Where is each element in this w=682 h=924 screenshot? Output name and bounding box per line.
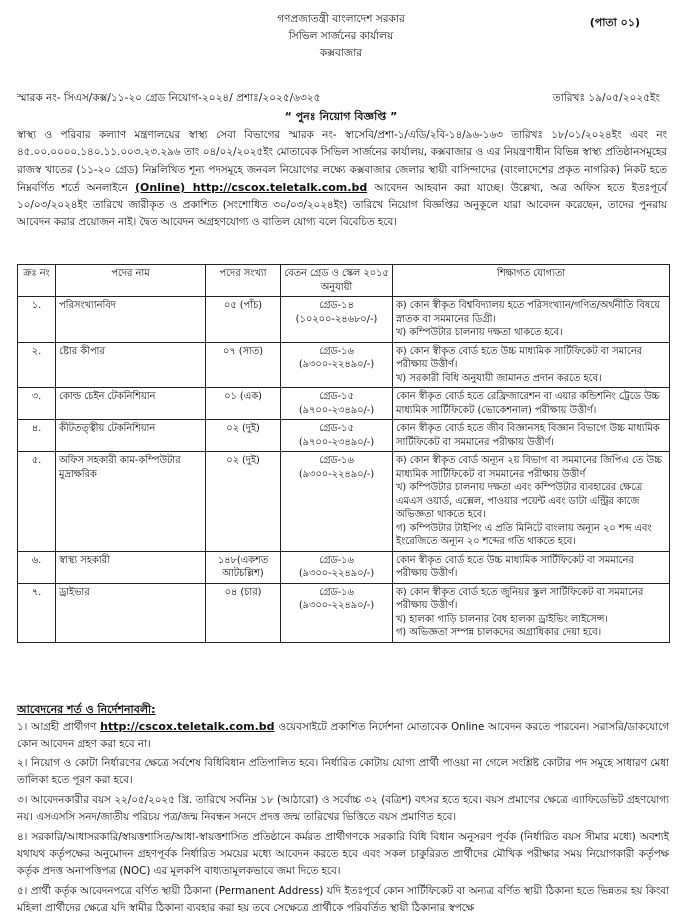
row-serial: ৭. [18, 583, 56, 642]
vacancy-table [17, 264, 670, 643]
row-post: ড্রাইভার [56, 583, 206, 642]
row-count: ১৪৮(একশত আটচল্লিশ) [206, 551, 281, 583]
grade-label: গ্রেড-১৬ [319, 455, 354, 466]
row-serial: ৩. [18, 388, 56, 420]
row-grade [281, 583, 393, 642]
qual-item: ক) কোন স্বীকৃত বোর্ড হতে উচ্চ মাধ্যমিক সার্টিফিকেট বা সমানের পরীক্ষায় উত্তীর্ণ। [396, 345, 643, 370]
condition-5: ৫। প্রার্থী কর্তৃক আবেদনপত্রে বর্ণিত স্থায়ী ঠিকানা (Permanent Address) যদি ইতঃপূর্বে কোন সার্টিফিকেট বা অন্যত্র বর্ণিত স্থায়ী ঠিকানা হতে ভিন্নতর হয় কিংবা মহিলা প্রার্থীদের ক্ষেত্রে যদি স্বামীর ঠিকানা ব্যবহার করা হয় তবে সেক্ষেত্রে প্রার্থীকে পরিবর্তিত স্থায়ী ঠিকানার স্বপক্ষে [17, 885, 669, 914]
qual-item: ক) কোন স্বীকৃত বিশ্ববিদ্যালয় হতে পরিসংখ্যান/গণিত/অর্থনীতি বিষয়ে স্নাতক বা সমমানের ডিগ্রী। [396, 300, 660, 325]
grade-label: গ্রেড-১৪ [319, 300, 354, 311]
row-serial: ১. [18, 297, 56, 343]
row-post: ষ্টোর কীপার [56, 342, 206, 388]
condition-3: ৩। আবেদনকারীর বয়স ২২/০৫/২০২৫ খ্রি. তারিখে সর্বনিম্ন ১৮ (আঠারো) ও সর্বোচ্চ ৩২ (বত্রিশ) বৎসর হতে হবে। বয়স প্রমাণের ক্ষেত্রে এ্যাফিডেভিট গ্রহণযোগ্য নয়। এসএসসি সনদ/জাতীয় পরিচয় পত্র/জন্ম নিবন্ধন সনদে প্রদত্ত জন্ম তারিখের ভিত্তিতে বয়স প্রমাণিত হবে। [17, 794, 669, 823]
page-number: (পাতা ০১) [589, 16, 640, 29]
apply-website-link[interactable]: http://cscox.teletalk.com.bd [100, 720, 275, 733]
condition-4: ৪। সরকারি/আধাসরকারি/স্বায়ত্তশাসিত/আধা-স্বায়ত্তশাসিত প্রতিষ্ঠানে কর্মরত প্রার্থীগণকে সরকারি বিধি বিধান অনুসরণ পূর্বক (নির্ধারিত বয়স সীমার মধ্যে) অবশ্যই যথাযথ কর্তৃপক্ষের অনুমোদন গ্রহণপূর্বক নির্ধারিত সময়ের মধ্যে আবেদন করতে হবে এবং সকল চাকুরিরত প্রার্থীদের মৌখিক পরীক্ষার সময় নিয়োগকারী কর্তৃপক্ষ কর্তৃক প্রদত্ত অনাপত্তিপত্র (NOC) এর মূলকপি বাধ্যতামূলকভাবে জমা দিতে হবে। [17, 831, 669, 877]
grade-label: গ্রেড-১৬ [319, 345, 354, 357]
intro-text-2: আবেদন আহবান করা যাচ্ছে। উল্লেখ্য, অত্র অফিস হতে ইতঃপূর্বে ১০/০৩/২০২৪ইং তারিখে জারীকৃত ও প্রকাশিত (সংশোধিত ৩০/০৩/২০২৪ইং) তারিখে নিয়োগ বিজ্ঞপ্তির অনুকূলে যারা আবেদন করেছেন, তাদের পুনরায় আবেদন করার প্রয়োজন নাই। দ্বৈত আবেদন অগ্রহণযোগ্য ও বাতিল যোগ্য বলে বিবেচিত হবে। [17, 181, 668, 229]
row-qualification [393, 342, 670, 388]
condition-1-suffix: ওয়েবসাইটে প্রকাশিত নির্দেশনা মোতাবেক Online আবেদন করতে পারবেন। সরাসরি/ডাকযোগে কোন আবেদন গ্রহণ করা হবে না। [17, 721, 669, 750]
qual-item: কোন স্বীকৃত বোর্ড হতে জীব বিজ্ঞানসহ বিজ্ঞান বিভাগে উচ্চ মাধ্যমিক সার্টিফিকেট বা সমমানের পরীক্ষায় উত্তীর্ণ। [396, 423, 660, 448]
row-post: কীটতত্ত্বীয় টেকনিশিয়ান [56, 420, 206, 452]
table-row [18, 297, 670, 343]
pay-scale: (৯৭০০-২৩৪৯০/-) [298, 404, 375, 416]
memo-date: তারিখঃ ১৯/০৫/২০২৫ইং [552, 92, 660, 104]
condition-1-prefix: ১। আগ্রহী প্রার্থীগণ [17, 721, 97, 733]
row-serial: ৬. [18, 551, 56, 583]
office-location: কক্সবাজার [319, 47, 363, 59]
conditions-title: আবেদনের শর্ত ও নির্দেশনাবলী: [17, 703, 156, 716]
office-name: সিভিল সার্জনের কার্যালয় [288, 30, 394, 42]
table-row [18, 551, 670, 583]
col-qualification: শিক্ষাগত যোগ্যতা [393, 265, 670, 297]
table-row [18, 342, 670, 388]
row-count: ০১ (এক) [206, 388, 281, 420]
row-qualification [393, 583, 670, 642]
grade-label: গ্রেড-১৫ [319, 391, 354, 402]
row-serial: ২. [18, 342, 56, 388]
condition-2: ২। নিয়োগ ও কোটা নির্ধারণের ক্ষেত্রে সর্বশেষ বিধিবিধান প্রতিপালিত হবে। নির্ধারিত কোটায় যোগ্য প্রার্থী পাওয়া না গেলে সংশ্লিষ্ট কোটার পদ সমূহে সাধারণ মেধা তালিকা হতে পূরণ করা হবে। [17, 757, 669, 786]
pay-scale: (৯৩০০-২২৪৯০/-) [298, 468, 375, 480]
table-row [18, 583, 670, 642]
row-post: পরিসংখ্যানবিদ [56, 297, 206, 343]
qual-item: গ) কম্পিউটার টাইপিং এ প্রতি মিনিটে বাংলায় অন্যূন ২০ শব্দ এবং ইংরেজিতে অন্যূন ২০ শব্দের গতি থাকতে হবে। [396, 522, 652, 547]
intro-paragraph [17, 127, 667, 232]
qual-item: খ) হালকা গাড়ি চালনার বৈধ হালকা ড্রাইভিং লাইসেন্স। [396, 613, 608, 625]
col-pay-grade: বেতন গ্রেড ও স্কেল ২০১৫ অনুযায়ী [281, 265, 393, 297]
row-grade [281, 551, 393, 583]
qual-item: ক) কোন স্বীকৃত বোর্ড হতে জুনিয়র স্কুল সার্টিফিকেট বা সমমানের পরীক্ষায় উত্তীর্ণ। [396, 586, 644, 611]
row-grade [281, 420, 393, 452]
pay-scale: (৯৩০০-২২৪৯০/-) [298, 568, 375, 579]
row-post: অফিস সহকারী কাম-কম্পিউটার মুদ্রাক্ষরিক [56, 452, 206, 552]
notice-title: “ পুনঃ নিয়োগ বিজ্ঞপ্তি ” [284, 110, 398, 123]
row-qualification [393, 420, 670, 452]
table-row [18, 452, 670, 552]
row-grade [281, 388, 393, 420]
grade-label: গ্রেড-১৫ [319, 423, 354, 434]
col-post-name: পদের নাম [56, 265, 206, 297]
qual-item: খ) সরকারী বিধি অনুযায়ী জামানত প্রদান করতে হবে। [396, 372, 602, 384]
row-grade [281, 342, 393, 388]
row-qualification [393, 452, 670, 552]
qual-item: গ) অভিজ্ঞতা সম্পন্ন চালকদের অগ্রাধিকার দেয়া হবে। [396, 627, 602, 638]
table-row [18, 388, 670, 420]
qual-item: খ) কম্পিউটার চালনায় দক্ষতা থাকতে হবে। [396, 327, 563, 338]
row-post: কোল্ড চেইন টেকনিশিয়ান [56, 388, 206, 420]
row-grade [281, 452, 393, 552]
pay-scale: (১০২০০-২৪৬৮০/-) [295, 313, 378, 325]
row-qualification [393, 388, 670, 420]
row-grade [281, 297, 393, 343]
col-serial: ক্রঃ নং [18, 265, 56, 297]
grade-label: গ্রেড-১৬ [319, 586, 354, 598]
table-header-row [18, 265, 670, 297]
qual-item: ক) কোন স্বীকৃত বোর্ড অন্যূন ২য় বিভাগ বা সমমানের জিপিএ তে উচ্চ মাধ্যমিক সার্টিফিকেট বা সমমানের পরীক্ষায় উত্তীর্ণ [396, 455, 662, 480]
row-serial: ৪. [18, 420, 56, 452]
row-count: ০৭ (সাত) [206, 342, 281, 388]
pay-scale: (৯৩০০-২২৪৯০/-) [298, 600, 375, 611]
memo-reference: স্মারক নং- সিএস/কক্স/১১-২০ গ্রেড নিয়োগ-২০২৪/ প্রশাঃ/২০২৫/৬৩২৫ [17, 92, 321, 104]
row-count: ০২ (দুই) [206, 452, 281, 552]
pay-scale: (৯৩০০-২২৪৯০/-) [298, 359, 375, 370]
row-count: ০৫ (পাঁচ) [206, 297, 281, 343]
row-serial: ৫. [18, 452, 56, 552]
online-link[interactable]: (Online) http://cscox.teletalk.com.bd [135, 180, 368, 194]
col-post-count: পদের সংখ্যা [206, 265, 281, 297]
pay-scale: (৯৭০০-২৩৪৯০/-) [298, 436, 375, 448]
qual-item: কোন স্বীকৃত বোর্ড হতে রেফ্রিজারেশন বা এয়ার কন্ডিশনিং ট্রেডে উচ্চ মাধ্যমিক সার্টিফিকেট (ভোকেশনাল) পরীক্ষায় উত্তীর্ণ। [396, 391, 660, 416]
qual-item: কোন স্বীকৃত বোর্ড হতে উচ্চ মাধ্যমিক সার্টিফিকেট বা সমমানের পরীক্ষায় উত্তীর্ণ। [396, 554, 634, 579]
row-count: ০৪ (চার) [206, 583, 281, 642]
row-post: স্বাস্থ্য সহকারী [56, 551, 206, 583]
table-row [18, 420, 670, 452]
qual-item: খ) কম্পিউটার চালনায় দক্ষতা এবং কম্পিউটার ব্যবহারের ক্ষেত্রে এমএস ওয়ার্ড, এক্সেল, পাওয়ার পয়েন্ট এবং ডাটা এন্ট্রির কাজে অভিজ্ঞতা থাকতে হবে। [396, 482, 643, 520]
row-qualification [393, 551, 670, 583]
row-qualification [393, 297, 670, 343]
condition-1 [17, 718, 669, 753]
govt-title: গণপ্রজাতন্ত্রী বাংলাদেশ সরকার [277, 13, 405, 25]
grade-label: গ্রেড-১৬ [319, 554, 354, 566]
intro-text-1: স্বাস্থ্য ও পরিবার কল্যাণ মন্ত্রণালয়ের স্বাস্থ্য সেবা বিভাগের স্মারক নং- স্বাসেবি/প্রশা-১/এডি/২বি-১৪/৯৬-১৬৩ তারিখঃ ১৮/০১/২০২৪ইং এবং নং ৪৫.০০.০০০০.১৪০.১১.০০৩.২৩.২৯৬ তাং ০৪/০২/২০২৫ইং মোতাবেক সিভিল সার্জনের কার্যালয়, কক্সবাজার ও এর নিয়ন্ত্রণাধীন বিভিন্ন স্বাস্থ্য প্রতিষ্ঠানসমূহের রাজস্ব খাতের (১১-২০ গ্রেড) নিম্নলিখিত শূন্য পদসমূহে জনবল নিয়োগের লক্ষ্যে কক্সবাজার জেলার স্থায়ী বাসিন্দাদের (বাংলাদেশের প্রকৃত নাগরিক) নিকট হতে নিম্নবর্ণিত শর্তে অনলাইনে [17, 129, 667, 194]
row-count: ০২ (দুই) [206, 420, 281, 452]
